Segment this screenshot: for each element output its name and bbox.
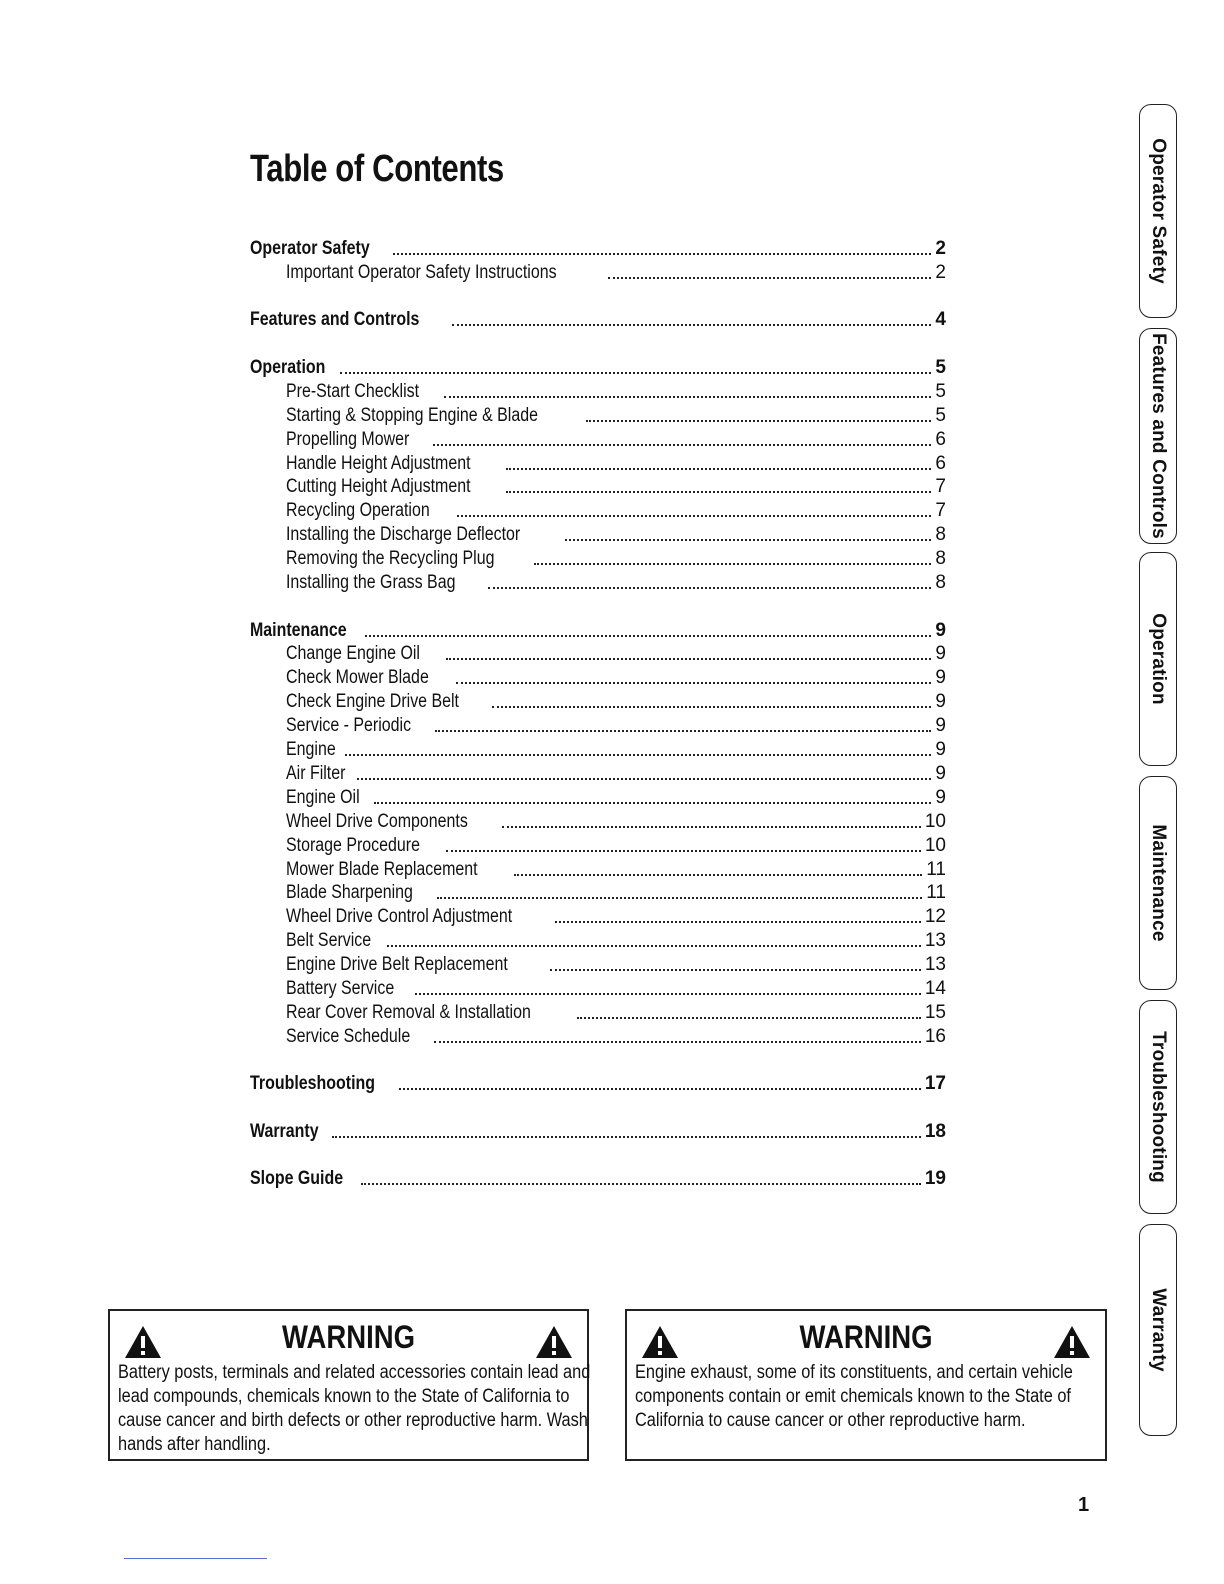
toc-entry-label: Starting & Stopping Engine & Blade xyxy=(286,404,538,426)
dot-leader xyxy=(435,729,932,732)
toc-subsection-entry[interactable] xyxy=(286,977,946,1001)
toc-entry-label: Troubleshooting xyxy=(250,1073,376,1095)
dot-leader xyxy=(437,896,922,899)
toc-entry-label: Cutting Height Adjustment xyxy=(286,476,471,498)
toc-entry-label: Check Engine Drive Belt xyxy=(286,691,459,713)
toc-entry-label: Blade Sharpening xyxy=(286,882,413,904)
toc-subsection-entry[interactable] xyxy=(286,858,946,882)
toc-entry-label: Service - Periodic xyxy=(286,715,412,737)
section-tab-features-and-controls[interactable] xyxy=(1139,328,1177,544)
toc-subsection-entry[interactable] xyxy=(286,929,946,953)
toc-entry-page: 7 xyxy=(935,500,946,522)
toc-entry-label: Wheel Drive Control Adjustment xyxy=(286,906,513,928)
dot-leader xyxy=(457,514,931,517)
dot-leader xyxy=(577,1016,920,1019)
dot-leader xyxy=(365,634,931,637)
toc-entry-label: Battery Service xyxy=(286,978,395,999)
toc-entry-page: 9 xyxy=(935,715,946,737)
toc-entry-label: Removing the Recycling Plug xyxy=(286,548,495,570)
toc-entry-page: 17 xyxy=(924,1073,946,1095)
dot-leader xyxy=(361,1182,921,1185)
section-tab-label: Maintenance xyxy=(1148,824,1169,942)
dot-leader xyxy=(345,753,931,756)
toc-subsection-entry[interactable] xyxy=(286,666,946,690)
warning-heading: WARNING xyxy=(799,1319,933,1355)
toc-entry-page: 8 xyxy=(935,548,946,570)
dot-leader xyxy=(446,657,932,660)
toc-subsection-entry[interactable] xyxy=(286,714,946,738)
dot-leader xyxy=(555,920,921,923)
toc-entry-label: Pre-Start Checklist xyxy=(286,380,420,402)
dot-leader xyxy=(492,705,931,708)
toc-section-entry[interactable] xyxy=(250,237,946,261)
toc-entry-label: Engine Oil xyxy=(286,786,360,808)
toc-entry-label: Recycling Operation xyxy=(286,500,430,522)
section-tab-label: Troubleshooting xyxy=(1148,1031,1169,1183)
toc-entry-page: 4 xyxy=(935,309,946,331)
toc-entry-label: Engine Drive Belt Replacement xyxy=(286,954,508,976)
toc-subsection-entry[interactable] xyxy=(286,881,946,905)
toc-entry-page: 19 xyxy=(924,1168,946,1190)
section-tab-operation[interactable] xyxy=(1139,552,1177,766)
toc-entry-label: Service Schedule xyxy=(286,1025,411,1047)
toc-subsection-entry[interactable] xyxy=(286,404,946,428)
toc-section-entry[interactable] xyxy=(250,1120,946,1144)
toc-subsection-entry[interactable] xyxy=(286,547,946,571)
toc-entry-page: 9 xyxy=(935,691,946,713)
toc-entry-page: 11 xyxy=(926,882,946,904)
toc-entry-page: 9 xyxy=(935,739,946,760)
toc-entry-label: Installing the Discharge Deflector xyxy=(286,524,521,546)
page-number: 1 xyxy=(1078,1494,1090,1516)
toc-subsection-entry[interactable] xyxy=(286,261,946,285)
dot-leader xyxy=(434,1040,921,1043)
toc-entry-page: 16 xyxy=(924,1025,946,1047)
dot-leader xyxy=(452,323,932,326)
toc-entry-page: 2 xyxy=(935,261,946,283)
toc-entry-label: Engine xyxy=(286,739,336,760)
dot-leader xyxy=(550,968,921,971)
dot-leader xyxy=(488,586,932,589)
section-tab-label: Operator Safety xyxy=(1148,138,1169,284)
toc-entry-label: Check Mower Blade xyxy=(286,667,429,689)
warning-text: Battery posts, terminals and related accessories contain lead and lead compounds, chemicals known to the State of California to cause cancer and birth defects or other reproductive harm. Wash hands after handling. xyxy=(118,1362,591,1455)
toc-entry-label: Propelling Mower xyxy=(286,428,410,450)
toc-entry-page: 9 xyxy=(935,762,946,784)
toc-entry-label: Important Operator Safety Instructions xyxy=(286,261,557,283)
dot-leader xyxy=(446,849,921,852)
toc-entry-label: Operation xyxy=(250,356,326,378)
toc-entry-page: 11 xyxy=(926,858,946,880)
section-tab-operator-safety[interactable] xyxy=(1139,104,1177,318)
warning-box-exhaust xyxy=(625,1309,1107,1461)
toc-entry-page: 9 xyxy=(935,643,946,665)
toc-subsection-entry[interactable] xyxy=(286,523,946,547)
toc-entry-label: Belt Service xyxy=(286,930,372,952)
dot-leader xyxy=(565,538,932,541)
dot-leader xyxy=(433,443,932,446)
toc-entry-page: 8 xyxy=(935,524,946,546)
toc-section-entry[interactable] xyxy=(250,619,946,643)
section-tab-troubleshooting[interactable] xyxy=(1139,1000,1177,1214)
section-tab-maintenance[interactable] xyxy=(1139,776,1177,990)
toc-entry-page: 15 xyxy=(924,1001,946,1023)
page-title: Table of Contents xyxy=(250,148,504,190)
footer-rule xyxy=(124,1558,267,1559)
dot-leader xyxy=(340,371,932,374)
toc-entry-page: 6 xyxy=(935,452,946,474)
toc-entry-page: 5 xyxy=(935,380,946,402)
toc-subsection-entry[interactable] xyxy=(286,810,946,834)
toc-entry-label: Warranty xyxy=(250,1120,319,1142)
toc-subsection-entry[interactable] xyxy=(286,905,946,929)
toc-subsection-entry[interactable] xyxy=(286,642,946,666)
dot-leader xyxy=(506,490,932,493)
toc-subsection-entry[interactable] xyxy=(286,380,946,404)
toc-subsection-entry[interactable] xyxy=(286,953,946,977)
toc-entry-label: Wheel Drive Components xyxy=(286,810,468,832)
toc-entry-label: Operator Safety xyxy=(250,238,370,259)
toc-entry-page: 9 xyxy=(935,619,946,641)
toc-entry-page: 9 xyxy=(935,786,946,808)
toc-entry-label: Storage Procedure xyxy=(286,834,420,856)
toc-section-entry[interactable] xyxy=(250,308,946,332)
toc-entry-page: 13 xyxy=(924,954,946,976)
toc-entry-label: Air Filter xyxy=(286,762,346,784)
toc-subsection-entry[interactable] xyxy=(286,786,946,810)
warning-triangle-icon xyxy=(535,1325,573,1359)
dot-leader xyxy=(456,681,931,684)
dot-leader xyxy=(387,944,920,947)
section-tab-label: Warranty xyxy=(1148,1288,1169,1372)
dot-leader xyxy=(399,1087,921,1090)
toc-subsection-entry[interactable] xyxy=(286,738,946,762)
warning-text: Engine exhaust, some of its constituents, and certain vehicle components contain or emit chemicals known to the State of California to cause cancer or other reproductive harm. xyxy=(635,1362,1073,1431)
toc-entry-page: 12 xyxy=(924,906,946,928)
warning-triangle-icon xyxy=(1053,1325,1091,1359)
dot-leader xyxy=(444,395,931,398)
toc-entry-page: 8 xyxy=(935,572,946,593)
dot-leader xyxy=(502,825,920,828)
section-tab-label: Features and Controls xyxy=(1148,333,1169,539)
warning-heading: WARNING xyxy=(281,1319,416,1355)
warning-box-battery xyxy=(108,1309,589,1461)
toc-entry-page: 5 xyxy=(935,356,946,378)
dot-leader xyxy=(393,252,932,255)
toc-entry-page: 2 xyxy=(935,238,946,259)
toc-subsection-entry[interactable] xyxy=(286,762,946,786)
toc-subsection-entry[interactable] xyxy=(286,571,946,595)
toc-entry-label: Rear Cover Removal & Installation xyxy=(286,1001,531,1023)
dot-leader xyxy=(608,276,931,279)
toc-entry-page: 6 xyxy=(935,428,946,450)
toc-entry-page: 10 xyxy=(924,834,946,856)
toc-entry-page: 18 xyxy=(924,1120,946,1142)
section-tab-label: Operation xyxy=(1148,613,1169,705)
toc-subsection-entry[interactable] xyxy=(286,834,946,858)
dot-leader xyxy=(357,777,932,780)
toc-subsection-entry[interactable] xyxy=(286,1001,946,1025)
toc-entry-page: 13 xyxy=(924,930,946,952)
toc-subsection-entry[interactable] xyxy=(286,1025,946,1049)
toc-entry-page: 14 xyxy=(924,978,946,999)
toc-entry-page: 10 xyxy=(924,810,946,832)
toc-entry-label: Slope Guide xyxy=(250,1168,344,1190)
toc-entry-page: 5 xyxy=(935,404,946,426)
toc-section-entry[interactable] xyxy=(250,356,946,380)
toc-entry-label: Installing the Grass Bag xyxy=(286,572,456,593)
toc-entry-label: Maintenance xyxy=(250,619,347,641)
toc-section-entry[interactable] xyxy=(250,1072,946,1096)
dot-leader xyxy=(374,801,932,804)
toc-entry-label: Features and Controls xyxy=(250,309,420,331)
dot-leader xyxy=(332,1135,921,1138)
toc-entry-page: 9 xyxy=(935,667,946,689)
dot-leader xyxy=(586,419,931,422)
toc-subsection-entry[interactable] xyxy=(286,475,946,499)
toc-entry-label: Change Engine Oil xyxy=(286,643,420,665)
toc-section-entry[interactable] xyxy=(250,1167,946,1191)
toc-entry-label: Handle Height Adjustment xyxy=(286,452,471,474)
dot-leader xyxy=(415,992,921,995)
section-tab-warranty[interactable] xyxy=(1139,1224,1177,1436)
toc-entry-page: 7 xyxy=(935,476,946,498)
toc-subsection-entry[interactable] xyxy=(286,428,946,452)
toc-subsection-entry[interactable] xyxy=(286,499,946,523)
toc-subsection-entry[interactable] xyxy=(286,452,946,476)
dot-leader xyxy=(534,562,931,565)
toc-entry-label: Mower Blade Replacement xyxy=(286,858,478,880)
dot-leader xyxy=(514,873,922,876)
toc-subsection-entry[interactable] xyxy=(286,690,946,714)
dot-leader xyxy=(506,467,932,470)
